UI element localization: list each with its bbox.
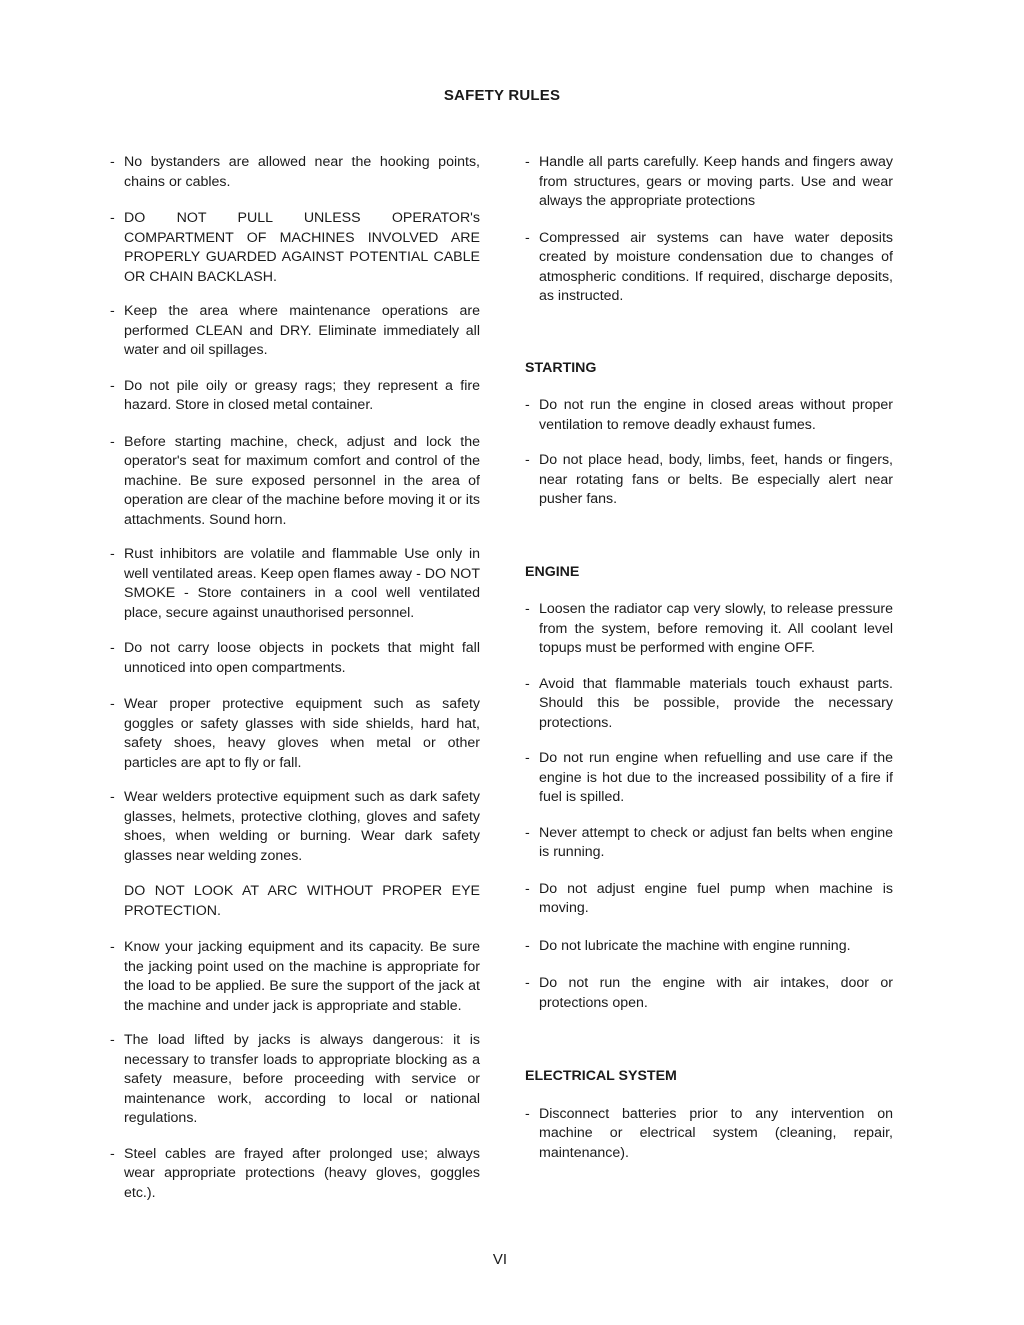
list-item: - Do not place head, body, limbs, feet, hands or fingers, near rotating fans or belts. Be especially alert near pusher fans. — [525, 452, 893, 507]
list-item: - Do not lubricate the machine with engine running. — [525, 937, 851, 954]
list-item: - Keep the area where maintenance operations are performed CLEAN and DRY. Eliminate immediately all water and oil spillages. — [110, 303, 480, 358]
list-item: - Loosen the radiator cap very slowly, to release pressure from the system, before removing it. All coolant level topups must be performed with engine OFF. — [525, 601, 893, 656]
list-item: - No bystanders are allowed near the hooking points, chains or cables. — [110, 154, 480, 190]
list-item: - DO NOT PULL UNLESS OPERATOR's COMPARTMENT OF MACHINES INVOLVED ARE PROPERLY GUARDED AGAINST POTENTIAL CABLE OR CHAIN BACKLASH. — [110, 210, 480, 285]
list-item: - Wear welders protective equipment such as dark safety glasses, helmets, protective clothing, gloves and safety shoes, when welding or burning. Wear dark safety glasses near welding zones. — [110, 789, 480, 864]
list-item: - Do not pile oily or greasy rags; they represent a fire hazard. Store in closed metal container. — [110, 377, 480, 413]
list-item: - Know your jacking equipment and its capacity. Be sure the jacking point used on the machine is appropriate for the load to be applied. Be sure the support of the jack at the machine and under jack is appropriate and stable. — [110, 939, 480, 1014]
list-item: - Wear proper protective equipment such as safety goggles or safety glasses with side shields, hard hat, safety shoes, heavy gloves when metal or other particles are apt to fly or fall. — [110, 696, 480, 771]
list-item: - Rust inhibitors are volatile and flammable Use only in well ventilated areas. Keep open flames away - DO NOT SMOKE - Store containers in a cool well ventilated place, secure against unauthorised personnel. — [110, 546, 480, 621]
list-item: - Do not run the engine in closed areas without proper ventilation to remove deadly exhaust fumes. — [525, 397, 893, 433]
list-item: - Never attempt to check or adjust fan belts when engine is running. — [525, 824, 893, 860]
list-item: - Do not run engine when refuelling and use care if the engine is hot due to the increased possibility of a fire if fuel is spilled. — [525, 750, 893, 805]
list-item: - The load lifted by jacks is always dangerous: it is necessary to transfer loads to appropriate blocking as a safety measure, before proceeding with service or maintenance work, according to local or national regulations. — [110, 1032, 480, 1126]
section-heading-engine: ENGINE — [525, 563, 580, 580]
list-item: - Do not adjust engine fuel pump when machine is moving. — [525, 880, 893, 916]
section-heading-starting: STARTING — [525, 359, 597, 376]
page-title: SAFETY RULES — [443, 87, 561, 104]
list-item: - Before starting machine, check, adjust and lock the operator's seat for maximum comfort and control of the machine. Be sure exposed personnel in the area of operation are clear of the machine before moving it or its attachments. Sound horn. — [110, 433, 480, 528]
left-column — [110, 153, 480, 1203]
list-item: - Avoid that flammable materials touch exhaust parts. Should this be possible, provide the necessary protections. — [525, 675, 893, 731]
section-heading-electrical: ELECTRICAL SYSTEM — [525, 1068, 677, 1084]
arc-warning-note: DO NOT LOOK AT ARC WITHOUT PROPER EYE PROTECTION. — [124, 883, 480, 919]
list-item: - Do not run the engine with air intakes, door or protections open. — [525, 975, 893, 1011]
list-item: - Disconnect batteries prior to any intervention on machine or electrical system (cleaning, repair, maintenance). — [525, 1105, 893, 1161]
list-item: - Do not carry loose objects in pockets that might fall unnoticed into open compartments. — [110, 640, 480, 676]
right-column — [525, 153, 893, 1163]
list-item: - Handle all parts carefully. Keep hands and fingers away from structures, gears or moving parts. Use and wear always the appropriate protections — [525, 154, 893, 209]
list-item: - Steel cables are frayed after prolonged use; always wear appropriate protections (heavy gloves, goggles etc.). — [110, 1145, 480, 1201]
list-item: - Compressed air systems can have water deposits created by moisture condensation due to changes of atmospheric conditions. If required, discharge deposits, as instructed. — [525, 229, 893, 304]
page-number: VI — [492, 1251, 508, 1268]
